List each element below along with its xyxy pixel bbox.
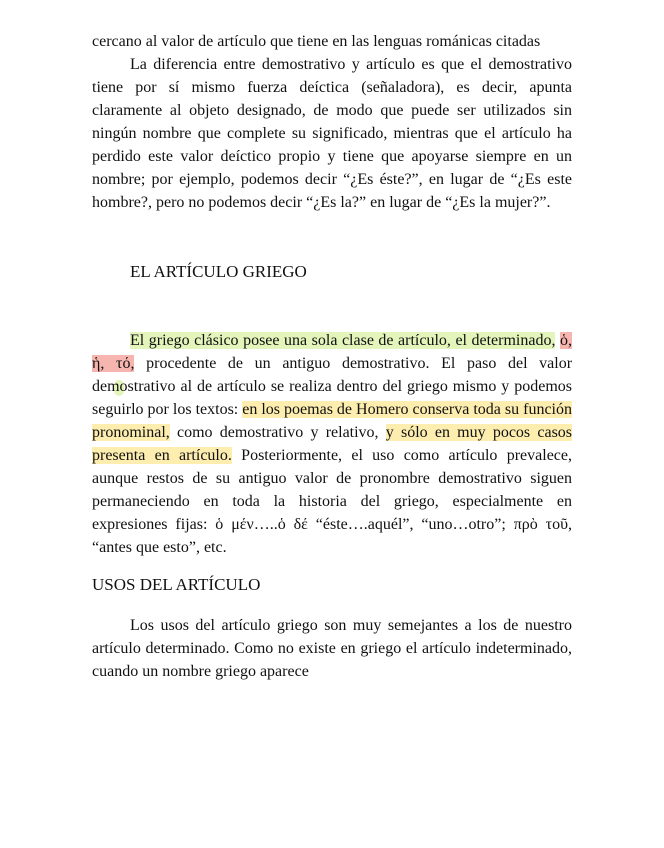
highlight-yellow-homero: en los poemas de Homero conserva toda su función pronominal, bbox=[92, 401, 572, 441]
heading-articulo-griego: EL ARTÍCULO GRIEGO bbox=[130, 262, 307, 281]
text-span: Posteriormente, el uso como artículo prevalece, aunque restos de su antiguo valor de pronombre demostrativo siguen permaneciendo en toda la historia del griego, especialmente en expresiones fijas: ὁ μέν…..ὁ δέ “éste….aquél”, “uno…otro”; πρὸ τοῦ, “antes que esto”, etc. bbox=[92, 447, 572, 556]
document-page bbox=[92, 30, 572, 683]
highlight-red-greek-article: ὁ, ἡ, τό, bbox=[92, 332, 573, 372]
text-span: procedente de un antiguo demostrativo. El paso del valor demostrativo al de artículo se realiza dentro del griego mismo y podemos seguirlo por los textos: bbox=[92, 355, 573, 418]
text-span: como demostrativo y relativo, bbox=[176, 424, 379, 441]
paragraph-2: La diferencia entre demostrativo y artículo es que el demostrativo tiene por sí mismo fuerza deíctica (señaladora), es decir, apunta claramente al objeto designado, de modo que puede ser utilizados sin ningún nombre que complete su significado, mientras que el artículo ha perdido este valor deíctico propio y tiene que apoyarse siempre en un nombre; por ejemplo, podemos decir “¿Es éste?”, en lugar de “¿Es este hombre?, pero no podemos decir “¿Es la?” en lugar de “¿Es la mujer?”. bbox=[92, 56, 572, 211]
highlight-green: El griego clásico posee una sola clase de artículo, el determinado, bbox=[130, 332, 556, 349]
paragraph-1: cercano al valor de artículo que tiene en las lenguas románicas citadas bbox=[92, 33, 541, 50]
highlight-yellow-pocos-casos: y sólo en muy pocos casos presenta en artículo. bbox=[92, 424, 573, 464]
paragraph-3 bbox=[92, 329, 572, 559]
heading-usos-articulo: USOS DEL ARTÍCULO bbox=[92, 575, 261, 594]
paragraph-4: Los usos del artículo griego son muy semejantes a los de nuestro artículo determinado. Como no existe en griego el artículo indeterminado, cuando un nombre griego aparece bbox=[92, 617, 572, 680]
